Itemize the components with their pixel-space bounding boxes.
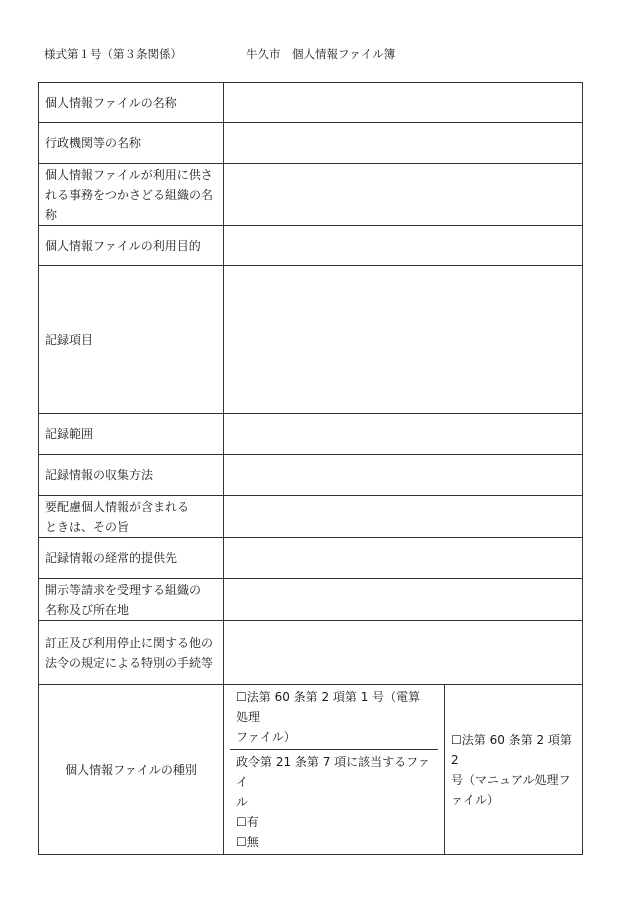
row-special-procedures (39, 621, 583, 685)
row-purpose (39, 226, 583, 266)
file-type-left-cell (224, 685, 445, 855)
form-number: 様式第１号（第３条関係） (44, 47, 182, 61)
label-disclosure-office-line-2: 名称及び所在地 (45, 602, 130, 617)
label-collection-method: 記録情報の収集方法 (39, 455, 224, 496)
checkbox-yes[interactable]: ☐有 (236, 815, 259, 829)
row-collection-method (39, 455, 583, 496)
label-record-items: 記録項目 (39, 266, 224, 414)
label-disclosure-office-line-1: 開示等請求を受理する組織の (45, 582, 202, 597)
row-sensitive-info (39, 496, 583, 538)
option-manual-line-2: 号（マニュアル処理フ (451, 772, 571, 787)
label-sensitive-info-line-2: ときは、その旨 (45, 519, 130, 534)
value-record-scope[interactable] (224, 414, 583, 455)
row-regular-recipients (39, 538, 583, 579)
label-sensitive-info-line-1: 要配慮個人情報が含まれる (45, 499, 190, 514)
label-special-procedures-line-1: 訂正及び利用停止に関する他の (45, 635, 214, 650)
value-record-items[interactable] (224, 266, 583, 414)
label-regular-recipients: 記録情報の経常的提供先 (39, 538, 224, 579)
value-file-name[interactable] (224, 83, 583, 123)
value-organization[interactable] (224, 164, 583, 226)
label-special-procedures (39, 621, 224, 685)
option-manual-file[interactable] (445, 685, 583, 855)
row-agency-name (39, 123, 583, 164)
label-file-name: 個人情報ファイルの名称 (39, 83, 224, 123)
option-manual-line-1: ☐法第 60 条第 2 項第 2 (451, 732, 572, 767)
label-special-procedures-line-2: 法令の規定による特別の手続等 (45, 655, 214, 670)
label-organization (39, 164, 224, 226)
label-agency-name: 行政機関等の名称 (39, 123, 224, 164)
value-purpose[interactable] (224, 226, 583, 266)
row-file-name (39, 83, 583, 123)
value-special-procedures[interactable] (224, 621, 583, 685)
option-electronic-file[interactable] (230, 685, 438, 750)
label-record-scope: 記録範囲 (39, 414, 224, 455)
label-file-type: 個人情報ファイルの種別 (39, 685, 224, 855)
subclause-line-2: ル (236, 795, 249, 809)
value-sensitive-info[interactable] (224, 496, 583, 538)
row-organization (39, 164, 583, 226)
row-record-items (39, 266, 583, 414)
value-regular-recipients[interactable] (224, 538, 583, 579)
label-disclosure-office (39, 579, 224, 621)
label-organization-line-1: 個人情報ファイルが利用に供さ (45, 167, 213, 182)
row-record-scope (39, 414, 583, 455)
label-organization-line-3: 称 (45, 207, 58, 222)
label-organization-line-2: れる事務をつかさどる組織の名 (45, 187, 214, 202)
row-file-type (39, 685, 583, 855)
label-sensitive-info (39, 496, 224, 538)
checkbox-no[interactable]: ☐無 (236, 835, 259, 849)
label-purpose: 個人情報ファイルの利用目的 (39, 226, 224, 266)
value-disclosure-office[interactable] (224, 579, 583, 621)
personal-info-file-register-table (38, 82, 583, 855)
subclause-line-1: 政令第 21 条第 7 項に該当するファイ (236, 755, 430, 789)
value-agency-name[interactable] (224, 123, 583, 164)
document-title: 牛久市 個人情報ファイル簿 (246, 47, 396, 61)
option-electronic-line-1: ☐法第 60 条第 2 項第 1 号（電算処理 (236, 690, 421, 724)
value-collection-method[interactable] (224, 455, 583, 496)
option-electronic-line-2: ファイル） (236, 730, 296, 744)
option-manual-line-3: ァイル） (451, 792, 500, 807)
subclause-block (230, 750, 438, 854)
row-disclosure-office (39, 579, 583, 621)
